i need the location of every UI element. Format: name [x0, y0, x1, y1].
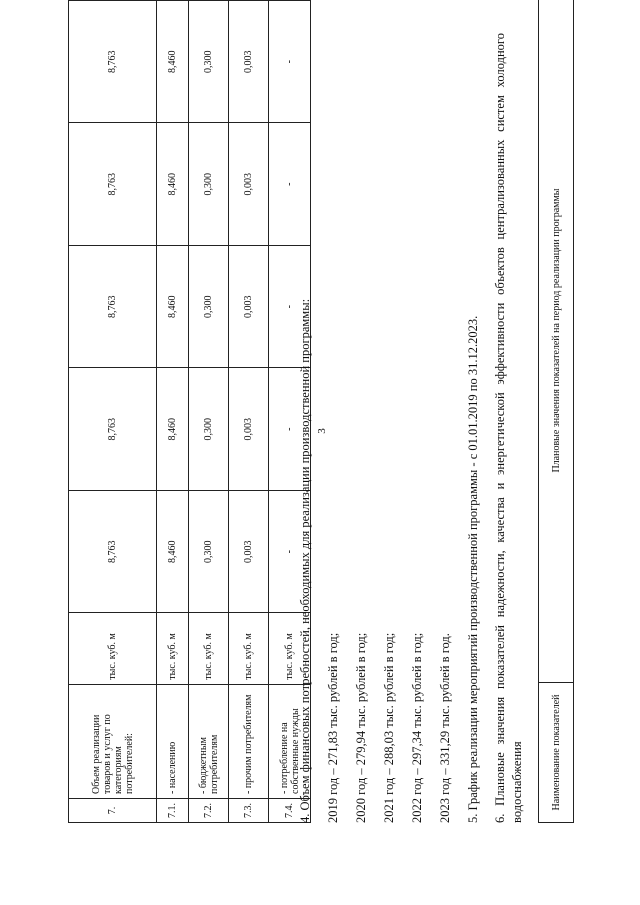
- row-name-cell: Объем реализации товаров и услуг по категориям потребителей:: [69, 684, 157, 798]
- consumption-table: [68, 0, 311, 823]
- row-value-cell: 0,003: [229, 1, 269, 124]
- row-value-cell: 8,460: [157, 123, 189, 245]
- row-unit-cell: тыс. куб. м: [189, 613, 229, 684]
- table-row: [69, 1, 157, 823]
- row-value-cell: 0,003: [229, 245, 269, 367]
- row-unit-cell: тыс. куб. м: [269, 613, 311, 684]
- row-value-cell: 0,300: [189, 245, 229, 367]
- row-value-cell: -: [269, 490, 311, 612]
- row-value-cell: 0,300: [189, 368, 229, 490]
- table-body: [69, 1, 311, 823]
- row-name-cell: - потребление на собственные нужды: [269, 684, 311, 798]
- table-row: [229, 1, 269, 823]
- row-name-cell: - населению: [157, 684, 189, 798]
- row-number-cell: 7.: [69, 799, 157, 823]
- section-5-text: 5. График реализации мероприятий производственной программы - с 01.01.2019 по 31.12.2023.: [466, 315, 480, 823]
- indicators-name-header: Наименование показателей: [539, 683, 574, 823]
- indicators-table-header: [538, 0, 574, 823]
- row-name-cell: - бюджетным потребителям: [189, 684, 229, 798]
- row-value-cell: 8,763: [69, 245, 157, 367]
- section-4-line: 2020 год – 279,94 тыс. рублей в год;: [354, 632, 368, 823]
- page-number: 3: [315, 428, 328, 434]
- section-4-line: 2023 год – 331,29 тыс. рублей в год.: [438, 633, 452, 823]
- row-value-cell: -: [269, 123, 311, 245]
- section-4-line: 2021 год – 288,03 тыс. рублей в год;: [382, 632, 396, 823]
- table-row: [157, 1, 189, 823]
- row-value-cell: 0,003: [229, 123, 269, 245]
- section-6-text: 6. Плановые значения показателей надежности, качества и энергетической эффективности объектов централизованных систем холодного водоснабжения: [493, 33, 524, 823]
- row-unit-cell: тыс. куб. м: [69, 613, 157, 684]
- table-row: [189, 1, 229, 823]
- row-value-cell: 8,460: [157, 1, 189, 124]
- row-value-cell: 8,763: [69, 123, 157, 245]
- row-value-cell: -: [269, 368, 311, 490]
- row-value-cell: -: [269, 245, 311, 367]
- row-value-cell: 0,003: [229, 368, 269, 490]
- row-number-cell: 7.1.: [157, 799, 189, 823]
- row-value-cell: 8,460: [157, 245, 189, 367]
- row-value-cell: 8,460: [157, 368, 189, 490]
- section-4-heading: 4. Объем финансовых потребностей, необходимых для реализации производственной программы:: [298, 298, 312, 823]
- row-value-cell: 0,300: [189, 1, 229, 124]
- row-value-cell: 0,300: [189, 490, 229, 612]
- section-4-line: 2022 год – 297,34 тыс. рублей в год;: [410, 632, 424, 823]
- row-number-cell: 7.4.: [269, 799, 311, 823]
- row-value-cell: 0,003: [229, 490, 269, 612]
- row-number-cell: 7.2.: [189, 799, 229, 823]
- row-unit-cell: тыс. куб. м: [229, 613, 269, 684]
- row-value-cell: 8,763: [69, 368, 157, 490]
- row-value-cell: 0,300: [189, 123, 229, 245]
- row-unit-cell: тыс. куб. м: [157, 613, 189, 684]
- row-number-cell: 7.3.: [229, 799, 269, 823]
- row-value-cell: 8,460: [157, 490, 189, 612]
- row-value-cell: -: [269, 1, 311, 124]
- section-4-line: 2019 год – 271,83 тыс. рублей в год;: [326, 632, 340, 823]
- row-value-cell: 8,763: [69, 490, 157, 612]
- row-name-cell: - прочим потребителям: [229, 684, 269, 798]
- row-value-cell: 8,763: [69, 1, 157, 124]
- indicators-values-header: Плановые значения показателей на период реализации программы: [539, 0, 574, 683]
